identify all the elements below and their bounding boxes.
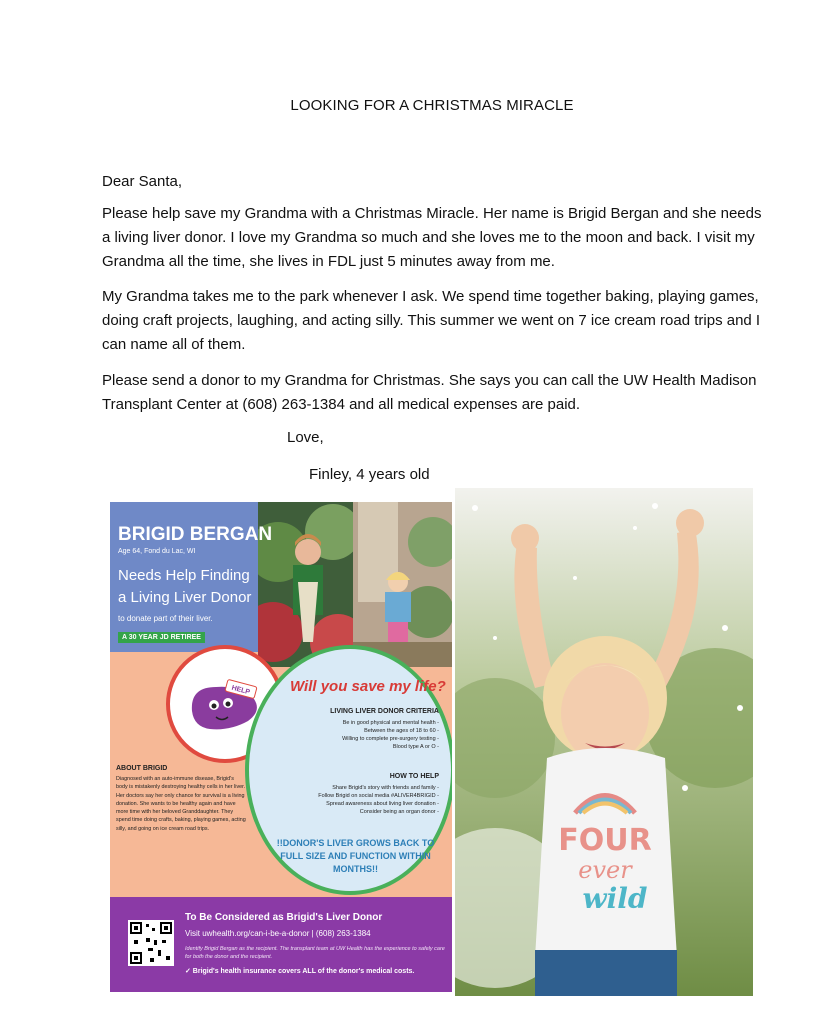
shirt-line-1: FOUR [558,823,652,858]
criteria-item: Between the ages of 18 to 60 - [364,728,439,734]
letter-title: LOOKING FOR A CHRISTMAS MIRACLE [290,97,574,114]
flyer-donate: to donate part of their liver. [118,614,213,623]
help-tag: HELP [230,684,251,697]
how-to-help-list [288,784,439,816]
girl-photo [455,488,753,996]
help-item: Follow Brigid on social media #ALIVER4BRIGID - [318,793,439,799]
paragraph-2: My Grandma takes me to the park whenever I ask. We spend time together baking, playing games, doing craft projects, laughing, and acting silly. This summer we went on 7 ice cream road trips and I can name all of them. [102,288,761,353]
insurance-note: ✓ Brigid's health insurance covers ALL of the donor's medical costs. [185,968,415,975]
criteria-heading: LIVING LIVER DONOR CRITERIA [330,708,439,715]
shirt-line-2: ever [578,856,632,884]
criteria-list [288,719,439,751]
criteria-item: Blood type A or O - [392,744,439,750]
flyer-age-location: Age 64, Fond du Lac, WI [118,548,196,555]
help-item: Spread awareness about living liver donation - [326,801,439,807]
qr-code-icon[interactable] [128,920,174,966]
salutation: Dear Santa, [102,173,183,190]
family-photos [258,502,452,667]
donor-flyer [110,502,452,992]
flyer-name: BRIGID BERGAN [118,524,273,545]
criteria-item: Willing to complete pre-surgery testing - [342,736,439,742]
identify-text: Identify Brigid Bergan as the recipient. The transplant team at UW Health has the experience to safely care for both the donor and the recipient. [185,946,445,960]
how-to-help-heading: HOW TO HELP [389,773,439,780]
visit-link[interactable]: Visit uwhealth.org/can-i-be-a-donor | (608) 263-1384 [185,929,371,938]
retiree-badge: A 30 YEAR JD RETIREE [118,632,205,643]
save-life-title: Will you save my life? [290,678,446,695]
liver-grows-back: !!DONOR'S LIVER GROWS BACK TO FULL SIZE AND FUNCTION WITHIN MONTHS!! [276,838,435,874]
flyer-needs: Needs Help Finding a Living Liver Donor [118,567,252,606]
shirt-line-3: wild [582,882,648,915]
consider-heading: To Be Considered as Brigid's Liver Donor [185,912,383,923]
about-heading: ABOUT BRIGID [116,765,168,772]
help-item: Consider being an organ donor - [359,809,439,815]
paragraph-1: Please help save my Grandma with a Christmas Miracle. Her name is Brigid Bergan and she needs a living liver donor. I love my Grandma so much and she loves me to the moon and back. I visit my Grandma all the time, she lives in FDL just 5 minutes away from me. [102,205,762,270]
closing: Love, [287,429,324,446]
about-text: Diagnosed with an auto-immune disease, Brigid's body is mistakenly destroying healthy cells in her liver. Her doctors say her only chance for survival is a living donation. She wants to be healthy again and have more time with her beloved Granddaughter. They spend time doing crafts, baking, playing games, acting silly, and going on ice cream road trips. [116,776,246,832]
help-item: Share Brigid's story with friends and family - [332,785,439,791]
paragraph-3: Please send a donor to my Grandma for Christmas. She says you can call the UW Health Madison Transplant Center at (608) 263-1384 and all medical expenses are paid. [102,372,757,413]
criteria-item: Be in good physical and mental health - [342,720,439,726]
signature: Finley, 4 years old [309,466,430,483]
